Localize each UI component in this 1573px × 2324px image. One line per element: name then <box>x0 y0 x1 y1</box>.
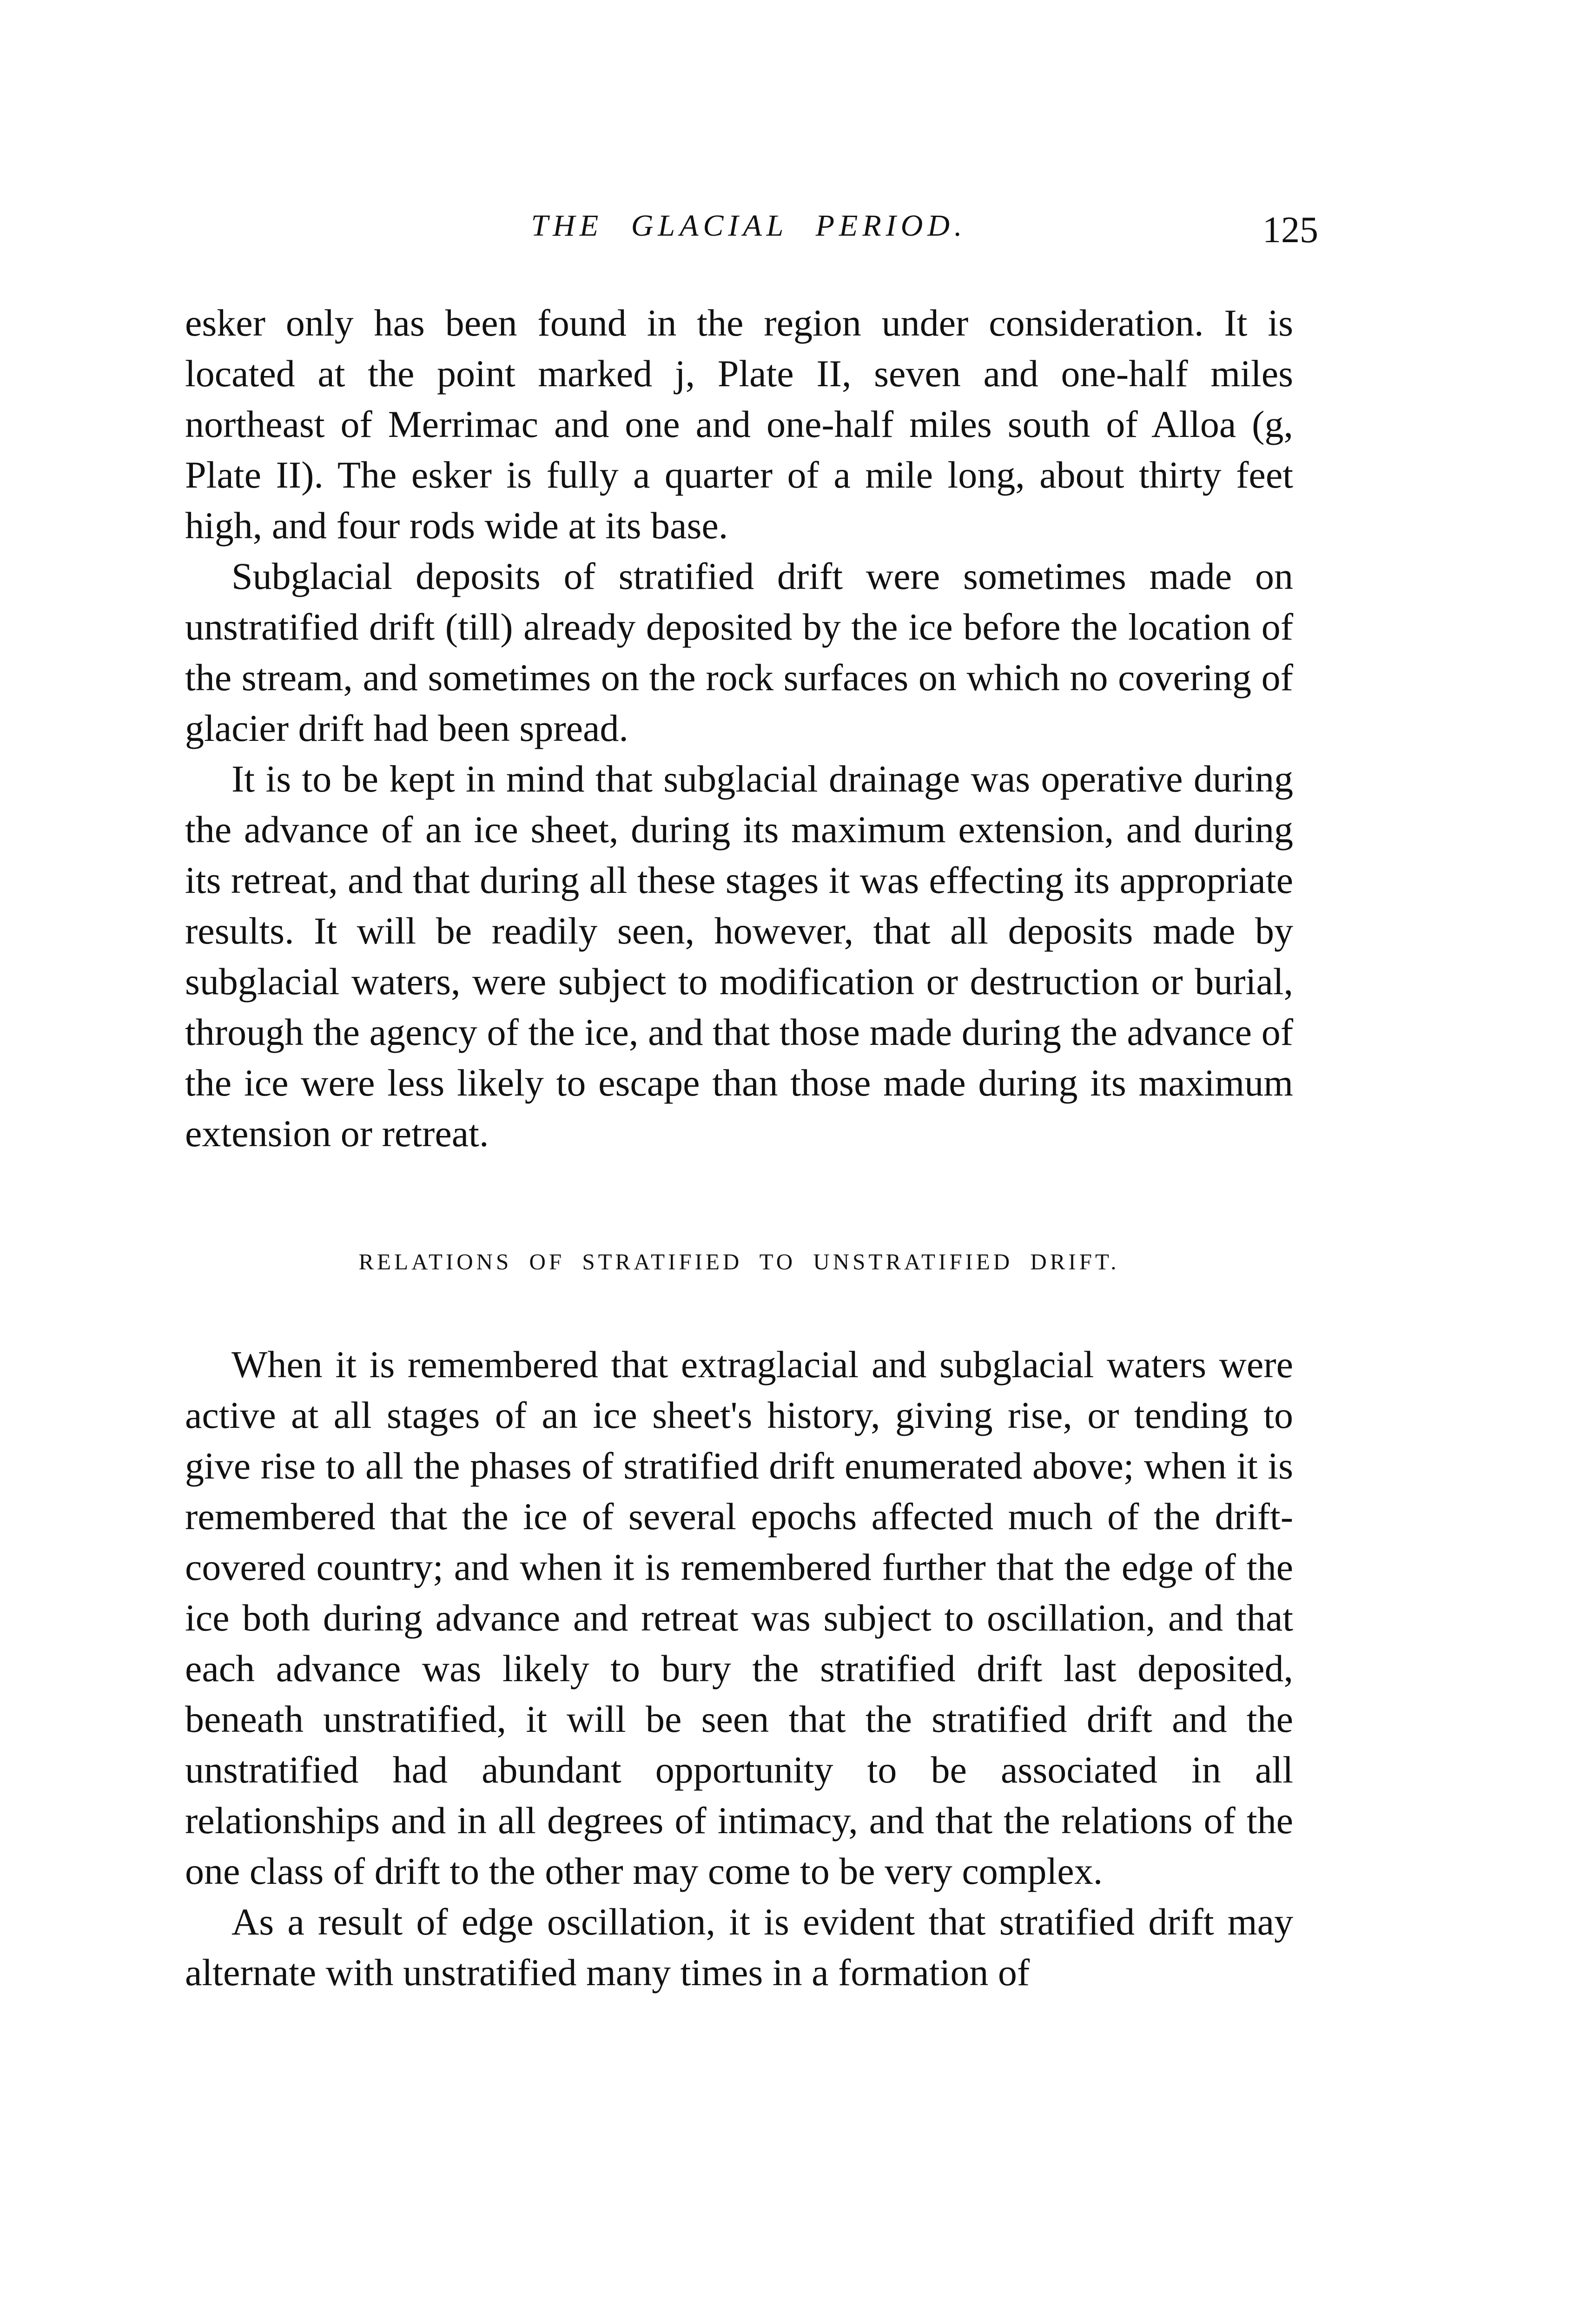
paragraph-edge-oscillation: As a result of edge oscillation, it is evident that stratified drift may alternate with unstratified many times in a formation of <box>185 1901 1293 1994</box>
paragraph-subglacial-drainage: It is to be kept in mind that subglacial drainage was operative during the advance of an ice sheet, during its maximum extension, and during its retreat, and that during all these stages it was effecting its appropriate results. It will be readily seen, however, that all deposits made by subglacial waters, were subject to modification or destruction or burial, through the agency of the ice, and that those made during the advance of the ice were less likely to escape than those made during its maximum extension or retreat. <box>185 758 1293 1155</box>
paragraph-subglacial-deposits: Subglacial deposits of stratified drift were sometimes made on unstratified drift (till) already deposited by the ice before the location of the stream, and sometimes on the rock surfaces on which no covering of glacier drift had been spread. <box>185 555 1293 749</box>
paragraph-esker-location: esker only has been found in the region under consideration. It is located at the point marked j, Plate II, seven and one-half miles northeast of Merrimac and one and one-half miles south of Alloa (g, Plate II). The esker is fully a quarter of a mile long, about thirty feet high, and four rods wide at its base. <box>185 302 1293 547</box>
running-head: THE GLACIAL PERIOD. <box>531 209 967 243</box>
page-number: 125 <box>1262 210 1318 251</box>
page-header <box>185 200 1318 256</box>
section-heading: RELATIONS OF STRATIFIED TO UNSTRATIFIED DRIFT. <box>358 1249 1120 1274</box>
paragraph-relations: When it is remembered that extraglacial and subglacial waters were active at all stages of an ice sheet's history, giving rise, or tending to give rise to all the phases of stratified drift enumerated above; when it is remembered that the ice of several epochs affected much of the drift-covered country; and when it is remembered further that the edge of the ice both during advance and retreat was subject to oscillation, and that each advance was likely to bury the stratified drift last deposited, beneath unstratified, it will be seen that the stratified drift and the unstratified had abundant opportunity to be associated in all relationships and in all degrees of intimacy, and that the relations of the one class of drift to the other may come to be very complex. <box>185 1343 1293 1892</box>
page-body <box>185 297 1293 1998</box>
